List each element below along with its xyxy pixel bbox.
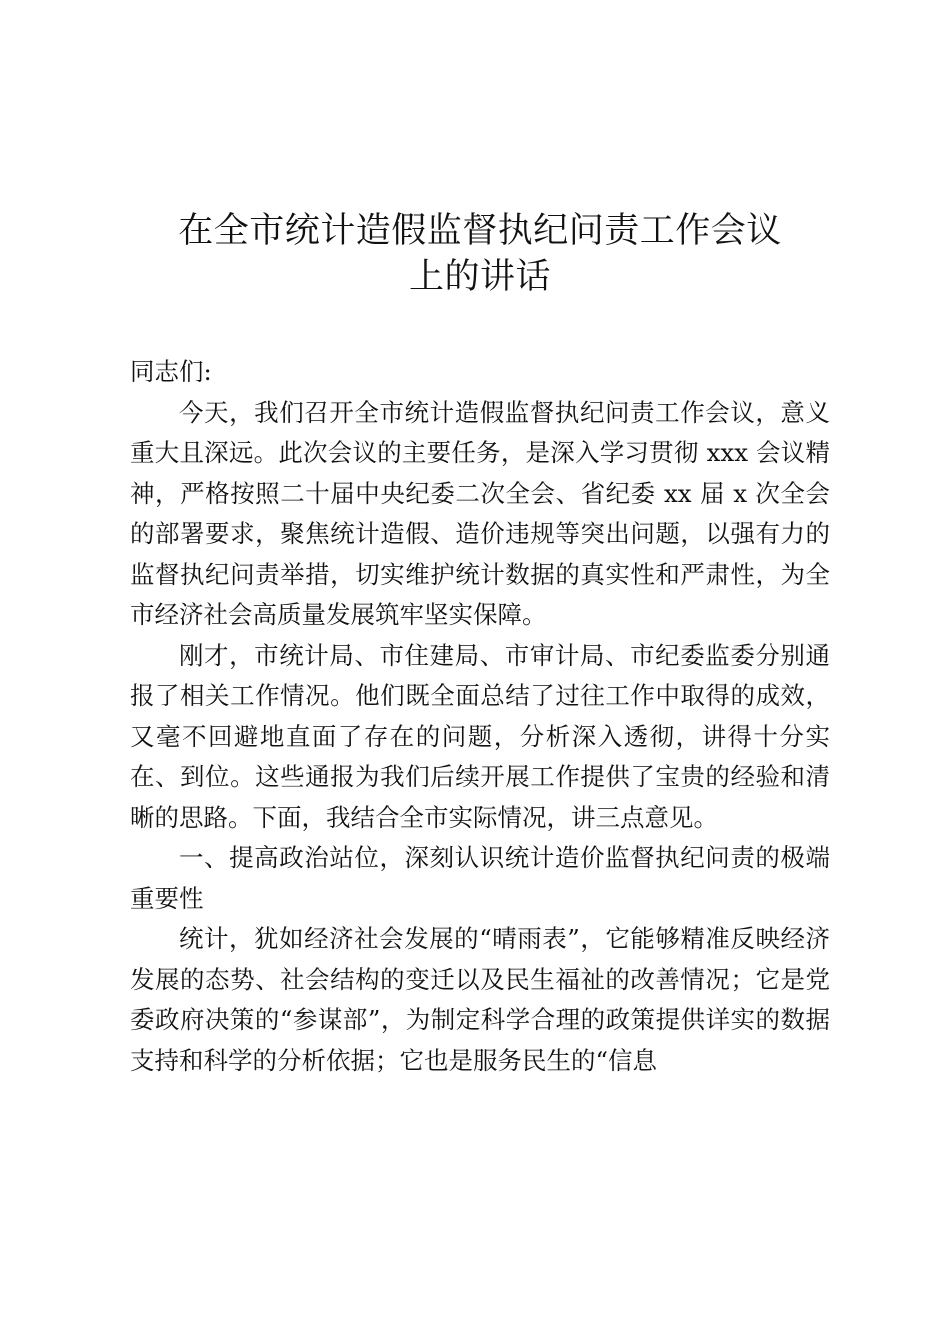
section-heading-1: 一、提高政治站位，深刻认识统计造价监督执纪问责的极端重要性 (130, 843, 830, 913)
paragraph-statistics: 统计，犹如经济社会发展的“晴雨表”，它能够精准反映经济发展的态势、社会结构的变迁以及民生福祉的改善情况；它是党委政府决策的“参谋部”，为制定科学合理的政策提供详实的数据支持和科学的分析依据；它也是服务民生的“信息 (130, 924, 830, 1075)
title-line-1: 在全市统计造假监督执纪问责工作会议 (178, 211, 782, 251)
paragraph-opening: 今天，我们召开全市统计造假监督执纪问责工作会议，意义重大且深远。此次会议的主要任务，是深入学习贯彻 xxx 会议精神，严格按照二十届中央纪委二次全会、省纪委 xx 届 x 次全会的部署要求，聚焦统计造假、造价违规等突出问题，以强有力的监督执纪问责举措，切实维护统计数据的真实性和严肃性，为全市经济社会高质量发展筑牢坚实保障。 (130, 397, 830, 629)
salutation: 同志们: (130, 357, 212, 386)
page-title (130, 208, 830, 300)
title-line-2: 上的讲话 (408, 257, 551, 297)
speech-body (130, 352, 830, 1081)
paragraph-reports: 刚才，市统计局、市住建局、市审计局、市纪委监委分别通报了相关工作情况。他们既全面总结了过往工作中取得的成效，又毫不回避地直面了存在的问题，分析深入透彻，讲得十分实在、到位。这些通报为我们后续开展工作提供了宝贵的经验和清晰的思路。下面，我结合全市实际情况，讲三点意见。 (130, 640, 830, 832)
